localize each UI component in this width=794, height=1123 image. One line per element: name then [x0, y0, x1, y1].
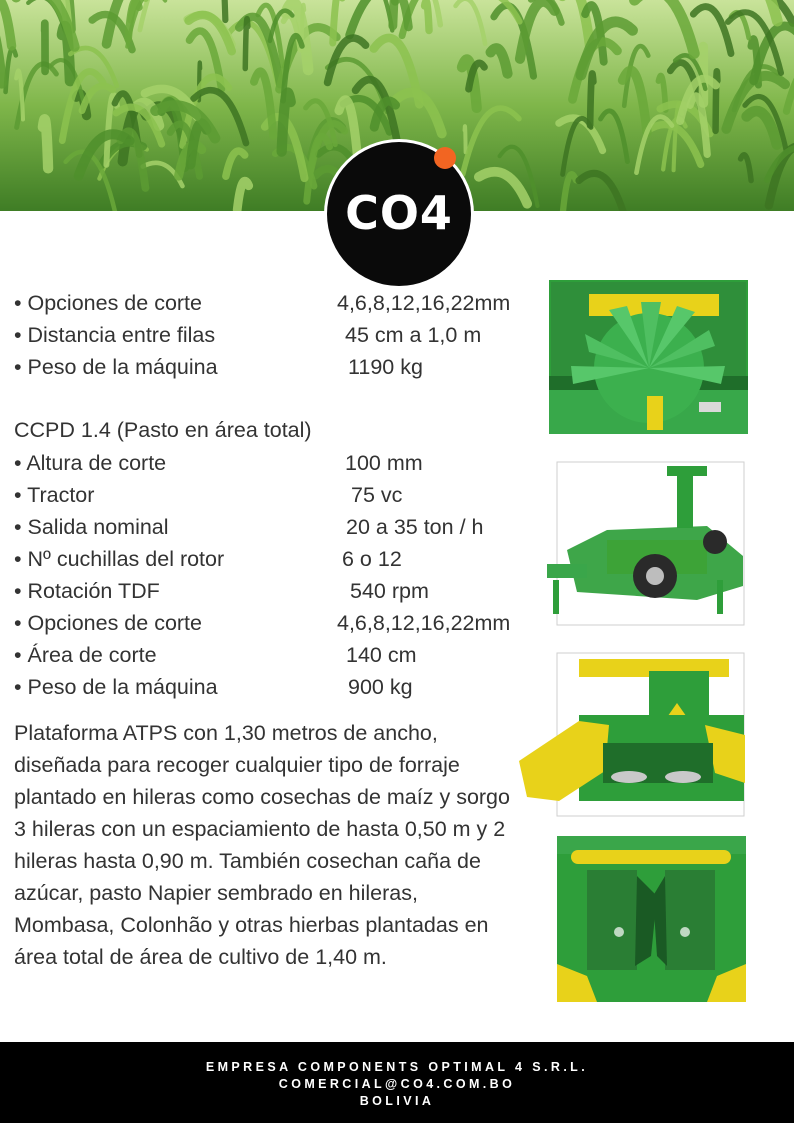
- spec-label: • Tractor: [14, 483, 95, 507]
- spec-label: • Opciones de corte: [14, 611, 202, 635]
- corn-leaf: [590, 74, 593, 126]
- spec-row: [14, 323, 482, 348]
- spec-value: 540 rpm: [350, 579, 429, 603]
- spec-row: [14, 291, 511, 316]
- spec-label: • Rotación TDF: [14, 579, 160, 603]
- logo-orange-dot: [434, 147, 456, 169]
- spec-label: • Altura de corte: [14, 451, 167, 475]
- spec-value: 1190 kg: [348, 355, 423, 379]
- corn-leaf: [245, 19, 248, 69]
- spec-value: 20 a 35 ton / h: [346, 515, 484, 539]
- header-platform-photo: [519, 651, 746, 818]
- spec-row: [14, 611, 511, 636]
- co4-logo: [324, 139, 474, 289]
- corn-leaf: [425, 1, 429, 30]
- feed-rollers-photo: [557, 836, 746, 1002]
- corn-leaf: [43, 119, 48, 168]
- footer-company: EMPRESA COMPONENTS OPTIMAL 4 S.R.L.: [205, 1060, 589, 1074]
- spec-value: 4,6,8,12,16,22mm: [337, 611, 511, 635]
- spec-row: [14, 547, 402, 572]
- rotor-blades-photo: [549, 280, 748, 434]
- forage-harvester-photo: [547, 460, 746, 627]
- spec-label: • Peso de la máquina: [14, 675, 218, 699]
- spec-value: 75 vc: [351, 483, 403, 507]
- model-title: CCPD 1.4 (Pasto en área total): [14, 418, 312, 442]
- spec-value: 140 cm: [346, 643, 417, 667]
- logo-text: CO4: [345, 186, 453, 240]
- spec-row: [14, 579, 429, 604]
- corn-leaf: [465, 126, 466, 152]
- spec-row: [14, 515, 484, 540]
- spec-value: 4,6,8,12,16,22mm: [337, 291, 511, 315]
- description-paragraph: Plataforma ATPS con 1,30 metros de ancho, diseñada para recoger cualquier tipo de forraje plantado en hileras como cosechas de maíz y sorgo 3 hileras con un espaciamiento de hasta 0,50 m y 2 hileras hasta 0,90 m. También cosechan caña de azúcar, pasto Napier sembrado en hileras, Mombasa, Colonhão y otras hierbas plantadas en área total de área de cultivo de 1,40 m.: [14, 721, 510, 969]
- spec-value: 45 cm a 1,0 m: [345, 323, 482, 347]
- spec-label: • Área de corte: [14, 643, 157, 667]
- spec-label: • Nº cuchillas del rotor: [14, 547, 225, 571]
- spec-label: • Distancia entre filas: [14, 323, 216, 347]
- spec-row: [14, 483, 403, 508]
- spec-value: 900 kg: [348, 675, 413, 699]
- spec-label: • Salida nominal: [14, 515, 169, 539]
- spec-label: • Opciones de corte: [14, 291, 202, 315]
- spec-row: [14, 643, 417, 668]
- footer: [0, 1042, 794, 1123]
- spec-row: [14, 675, 413, 700]
- spec-label: • Peso de la máquina: [14, 355, 218, 379]
- spec-row: [14, 451, 423, 476]
- spec-value: 6 o 12: [342, 547, 402, 571]
- footer-country: BOLIVIA: [359, 1094, 435, 1108]
- spec-row: [14, 355, 423, 380]
- spec-value: 100 mm: [345, 451, 423, 475]
- footer-email: COMERCIAL@CO4.COM.BO: [278, 1077, 516, 1091]
